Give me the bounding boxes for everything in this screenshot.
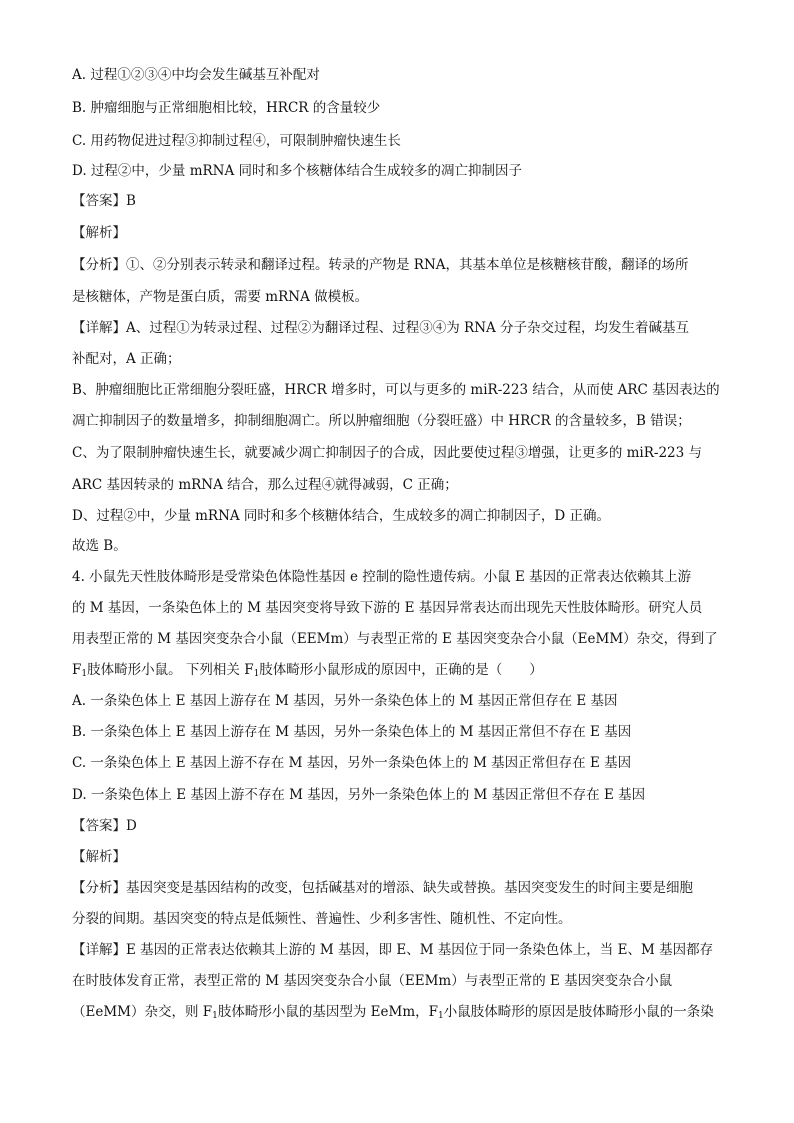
q4-xiangjie-line-2: 在时肢体发育正常，表型正常的 M 基因突变杂合小鼠（EEMm）与表型正常的 E 基因突变杂合小鼠 (72, 973, 673, 989)
q4-stem-f1-a: F (72, 662, 82, 678)
q4-answer: 【答案】D (72, 818, 137, 834)
q4-option-c: C. 一条染色体上 E 基因上游不存在 M 基因，另外一条染色体上的 M 基因正常但存在 E 基因 (72, 755, 632, 771)
q4-option-a: A. 一条染色体上 E 基因上游存在 M 基因，另外一条染色体上的 M 基因正常但存在 E 基因 (72, 693, 618, 709)
q4-stem-line-1: 4. 小鼠先天性肢体畸形是受常染色体隐性基因 e 控制的隐性遗传病。小鼠 E 基因的正常表达依赖其上游 (72, 569, 692, 585)
q4-xj-sub-2: 1 (438, 1011, 444, 1020)
q4-stem-sub-1: 1 (81, 669, 88, 678)
q3-analysis-heading: 【解析】 (72, 225, 126, 241)
q3-option-b: B. 肿瘤细胞与正常细胞相比较，HRCR 的含量较少 (72, 100, 381, 116)
q4-xiangjie-line-1: 【详解】E 基因的正常表达依赖其上游的 M 基因，即 E、M 基因位于同一条染色体上，当 E、M 基因都存 (72, 942, 714, 958)
q4-xj-mid: 肢体畸形小鼠的基因型为 EeMm，F (217, 1004, 439, 1020)
q3-xiangjie-line-6: ARC 基因转录的 mRNA 结合，那么过程④就得减弱，C 正确； (72, 477, 458, 493)
q3-conclusion: 故选 B。 (72, 538, 127, 554)
q3-option-d: D. 过程②中，少量 mRNA 同时和多个核糖体结合生成较多的凋亡抑制因子 (72, 163, 523, 179)
q3-fenxi-line-2: 是核糖体，产物是蛋白质，需要 mRNA 做模板。 (72, 289, 369, 305)
q3-xiangjie-line-7: D、过程②中，少量 mRNA 同时和多个核糖体结合，生成较多的凋亡抑制因子，D 正确。 (72, 508, 611, 524)
q3-xiangjie-line-5: C、为了限制肿瘤快速生长，就要减少凋亡抑制因子的合成，因此要使过程③增强，让更多的 miR-223 与 (72, 445, 703, 461)
q4-xj-sub-1: 1 (212, 1011, 218, 1020)
q4-fenxi-line-1: 【分析】基因突变是基因结构的改变，包括碱基对的增添、缺失或替换。基因突变发生的时间主要是细胞 (72, 880, 693, 896)
q4-stem-sub-2: 1 (253, 669, 260, 678)
q3-xiangjie-line-1: 【详解】A、过程①为转录过程、过程②为翻译过程、过程③④为 RNA 分子杂交过程，均发生着碱基互 (72, 320, 690, 336)
q4-stem-line-3: 用表型正常的 M 基因突变杂合小鼠（EEMm）与表型正常的 E 基因突变杂合小鼠（EeMM）杂交，得到了 (72, 631, 718, 647)
q3-option-c: C. 用药物促进过程③抑制过程④，可限制肿瘤快速生长 (72, 133, 401, 149)
q4-stem-mid: 肢体畸形小鼠。 下列相关 F (87, 662, 254, 678)
q4-analysis-heading: 【解析】 (72, 849, 126, 865)
q4-stem-line-2: 的 M 基因，一条染色体上的 M 基因突变将导致下游的 E 基因异常表达而出现先天性肢体畸形。研究人员 (72, 600, 703, 616)
q3-xiangjie-line-4: 凋亡抑制因子的数量增多，抑制细胞凋亡。所以肿瘤细胞（分裂旺盛）中 HRCR 的含量较多，B 错误； (72, 413, 691, 429)
q3-option-a: A. 过程①②③④中均会发生碱基互补配对 (72, 67, 320, 83)
q3-xiangjie-line-2: 补配对，A 正确； (72, 351, 181, 367)
q3-xiangjie-line-3: B、肿瘤细胞比正常细胞分裂旺盛，HRCR 增多时，可以与更多的 miR-223 结合，从而使 ARC 基因表达的 (72, 382, 720, 398)
q4-xj-a: （EeMM）杂交，则 F (72, 1004, 213, 1020)
q4-stem-line-4 (72, 662, 732, 678)
q3-fenxi-line-1: 【分析】①、②分别表示转录和翻译过程。转录的产物是 RNA，其基本单位是核糖核苷酸，翻译的场所 (72, 257, 689, 273)
q4-option-b: B. 一条染色体上 E 基因上游存在 M 基因，另外一条染色体上的 M 基因正常但不存在 E 基因 (72, 724, 632, 740)
q4-option-d: D. 一条染色体上 E 基因上游不存在 M 基因，另外一条染色体上的 M 基因正常但不存在 E 基因 (72, 787, 646, 803)
q4-fenxi-line-2: 分裂的间期。基因突变的特点是低频性、普遍性、少利多害性、随机性、不定向性。 (72, 911, 572, 927)
q4-stem-tail: 肢体畸形小鼠形成的原因中，正确的是（ ） (259, 662, 543, 678)
q4-xiangjie-line-3 (72, 1004, 732, 1020)
q4-xj-tail: 小鼠肢体畸形的原因是肢体畸形小鼠的一条染 (443, 1004, 714, 1020)
q3-answer: 【答案】B (72, 193, 136, 209)
